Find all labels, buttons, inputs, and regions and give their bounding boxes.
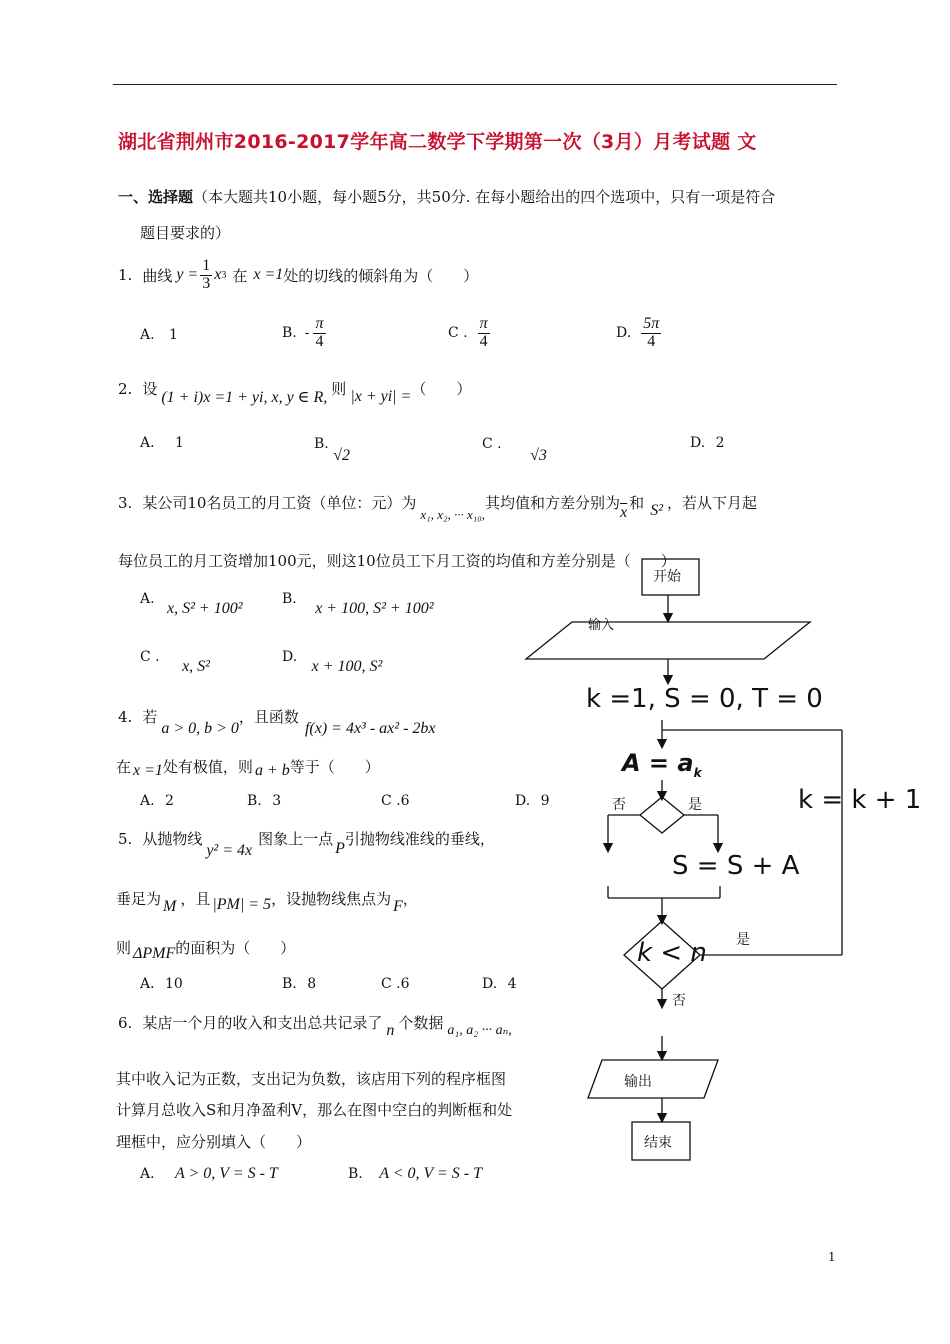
question-text: 在 <box>116 758 132 776</box>
flowchart-assign-subscript: k <box>693 765 702 780</box>
option-value: 6 <box>400 793 410 809</box>
option-label: B. <box>282 591 297 607</box>
option-label: D. <box>515 793 531 809</box>
math-x-value: x =1 <box>133 761 163 779</box>
section-instruction-2: 题目要求的） <box>140 224 231 242</box>
question-text: ，设抛物线焦点为 <box>271 890 392 908</box>
math-focus: F <box>393 897 403 915</box>
math-x: x <box>214 266 222 284</box>
option-label: B. <box>282 325 297 342</box>
math-sum: a + b <box>254 761 290 779</box>
question-text: ，若从下月起 <box>666 494 757 512</box>
math-at: x =1 <box>253 266 284 284</box>
option-sign: - <box>304 325 310 342</box>
question-number: 2. <box>118 379 133 398</box>
option-value: 9 <box>540 793 550 809</box>
question-6-line-4: 理框中，应分别填入（ ） <box>116 1133 312 1151</box>
fraction-numerator: 1 <box>202 257 211 274</box>
math-modulus: |x + yi| = <box>350 387 412 405</box>
question-text: 某公司10名员工的月工资（单位：元）为 <box>142 494 417 512</box>
fraction-numerator: π <box>315 315 324 332</box>
flowchart-yes-label-2: 是 <box>736 932 750 948</box>
option-value: 2 <box>715 435 725 451</box>
page-number: 1 <box>828 1250 836 1264</box>
math-function: f(x) = 4x³ - ax² - 2bx <box>304 719 436 737</box>
math-n: n <box>386 1021 395 1039</box>
option-value: 3 <box>272 793 282 809</box>
option-value: x + 100, S² <box>311 658 383 675</box>
option-label: C . <box>448 325 468 342</box>
option-label: C . <box>140 649 160 665</box>
question-number: 4. <box>118 707 133 726</box>
question-text: 其均值和方差分别为 <box>485 494 621 512</box>
option-label: B. <box>314 436 329 452</box>
option-value: x, S² + 100² <box>167 600 243 617</box>
option-value: A < 0, V = S - T <box>379 1165 482 1182</box>
flowchart-input-label: 输入 <box>588 618 615 633</box>
question-text: 在 <box>232 266 248 285</box>
option-label: C . <box>381 793 401 809</box>
question-text: 和 <box>629 494 645 512</box>
question-text: 设 <box>142 380 158 398</box>
option-label: D. <box>482 976 498 992</box>
option-label: A. <box>140 976 155 992</box>
option-value: x, S² <box>182 658 210 675</box>
flowchart-yes-label: 是 <box>688 797 702 813</box>
question-text: 处有极值，则 <box>162 758 253 776</box>
flowchart-loop-condition: k < n <box>637 938 707 968</box>
flowchart-end-label: 结束 <box>644 1135 672 1151</box>
math-sequence: x₁, x₂, ··· x₁₀, <box>420 506 486 522</box>
option-value: 10 <box>165 976 183 992</box>
flowchart-no-label: 否 <box>612 797 626 813</box>
math-y: y = <box>176 266 199 284</box>
math-mean: $\overline{x}$ <box>620 503 628 521</box>
decision-diamond <box>640 797 684 833</box>
flowchart-output-label: 输出 <box>624 1074 652 1090</box>
fraction-denominator: 3 <box>202 274 211 292</box>
flowchart-no-label-2: 否 <box>672 993 686 1009</box>
math-distance: |PM| = 5 <box>212 895 272 913</box>
option-value: 8 <box>307 976 317 992</box>
option-label: A. <box>140 327 155 343</box>
option-label: D. <box>690 435 706 451</box>
flowchart-init: k =1, S = 0, T = 0 <box>586 684 823 714</box>
answer-paren: （ ） <box>411 380 472 398</box>
option-label: A. <box>140 435 155 451</box>
question-text: ， <box>402 890 418 908</box>
option-value: x + 100, S² + 100² <box>315 600 434 617</box>
option-label: A. <box>140 591 155 607</box>
fraction-numerator: π <box>479 315 488 332</box>
option-value: 2 <box>165 793 174 809</box>
math-parabola: y² = 4x <box>206 841 253 859</box>
option-label: D. <box>282 649 298 665</box>
option-label: A. <box>140 1166 155 1182</box>
option-label: A. <box>140 793 155 809</box>
math-sequence: a₁, a₂ ··· aₙ, <box>447 1023 512 1038</box>
math-condition: a > 0, b > 0 <box>161 719 239 737</box>
flowchart-assign <box>622 749 702 780</box>
question-text: 处的切线的倾斜角为（ ） <box>283 266 479 285</box>
option-value: 1 <box>169 327 178 343</box>
option-label: B. <box>348 1166 363 1182</box>
input-parallelogram <box>526 622 810 659</box>
section-heading: 一、选择题 <box>118 188 194 206</box>
question-text: 则 <box>331 380 347 398</box>
question-number: 3. <box>118 493 133 512</box>
question-6-line-3: 计算月总收入S和月净盈利V，那么在图中空白的判断框和处 <box>116 1101 513 1119</box>
option-label: D. <box>616 325 632 342</box>
option-value: 4 <box>507 976 517 992</box>
option-label: C . <box>482 436 502 452</box>
question-text: 垂足为 <box>116 890 162 908</box>
question-3-line-2: 每位员工的月工资增加100元，则这10位员工下月工资的均值和方差分别是（ ） <box>118 552 676 570</box>
output-parallelogram <box>588 1060 718 1098</box>
question-text: 曲线 <box>142 266 173 285</box>
section-instruction: （本大题共10小题，每小题5分，共50分. 在每小题给出的四个选项中，只有一项是符合 <box>193 188 776 206</box>
option-value: 6 <box>400 976 410 992</box>
question-text: 若 <box>142 708 158 726</box>
math-exponent: 3 <box>221 269 227 281</box>
question-text: ，且 <box>180 890 211 908</box>
math-equation: (1 + i)x =1 + yi, x, y ∈ R, <box>161 388 328 406</box>
page-title: 湖北省荆州市2016-2017学年高二数学下学期第一次（3月）月考试题 文 <box>118 131 757 153</box>
fraction-denominator: 4 <box>647 332 656 350</box>
math-point-m: M <box>163 897 177 915</box>
question-number: 5. <box>118 829 133 848</box>
option-value: √2 <box>333 447 350 464</box>
math-triangle: ΔPMF <box>133 944 176 962</box>
question-text: ，且函数 <box>238 708 299 726</box>
option-label: B. <box>282 976 297 992</box>
option-label: B. <box>247 793 262 809</box>
question-text: 从抛物线 <box>142 830 203 848</box>
fraction-denominator: 4 <box>315 332 324 350</box>
math-variance: S² <box>650 501 663 519</box>
question-text: 个数据 <box>398 1014 444 1032</box>
option-value: √3 <box>530 447 547 464</box>
math-point-p: P <box>335 839 345 857</box>
option-value: 1 <box>175 435 184 451</box>
flowchart-k-update: k = k + 1 <box>798 785 922 815</box>
option-value: A > 0, V = S - T <box>175 1165 278 1182</box>
fraction-denominator: 4 <box>479 332 488 350</box>
question-number: 1. <box>118 266 133 285</box>
question-text: 某店一个月的收入和支出总共记录了 <box>142 1014 383 1032</box>
option-label: C . <box>381 976 401 992</box>
flowchart-assign-text: A = a <box>622 749 694 777</box>
flowchart-start-label: 开始 <box>653 569 681 585</box>
question-text: 等于（ ） <box>289 758 380 776</box>
flowchart-s-update: S = S + A <box>672 851 800 881</box>
question-text: 图象上一点 <box>258 830 334 848</box>
question-text: 的面积为（ ） <box>175 939 296 957</box>
question-text: 引抛物线准线的垂线， <box>344 830 495 848</box>
question-6-line-2: 其中收入记为正数，支出记为负数，该店用下列的程序框图 <box>116 1070 507 1088</box>
question-number: 6. <box>118 1013 133 1032</box>
fraction-numerator: 5π <box>643 315 660 332</box>
question-text: 则 <box>116 939 132 957</box>
